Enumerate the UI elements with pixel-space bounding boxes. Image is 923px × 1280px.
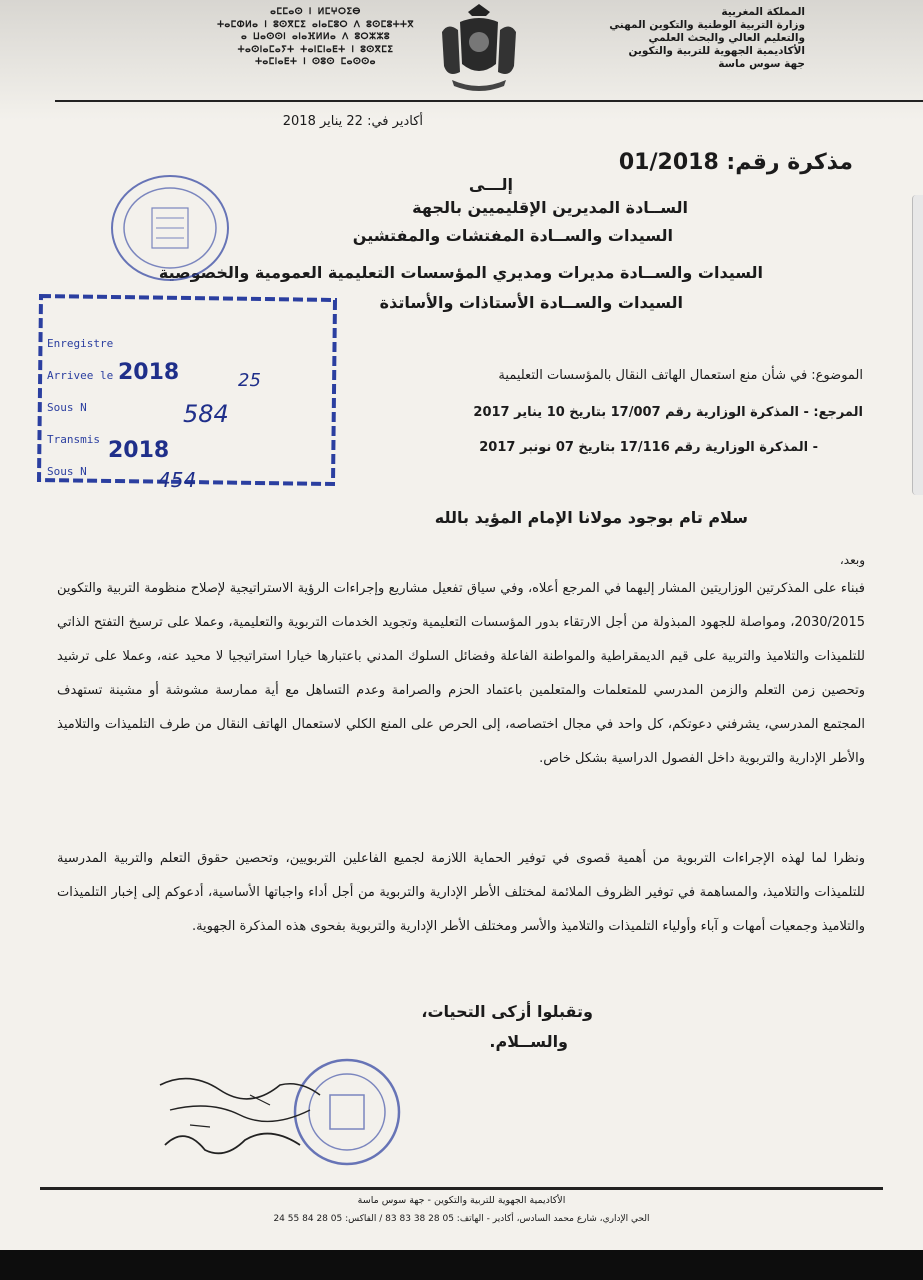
reference-line: - المذكرة الوزارية رقم 17/116 بتاريخ 07 نونبر 2017 (479, 440, 818, 455)
memo-number: مذكرة رقم: 01/2018 (618, 150, 853, 175)
closing-line: وتقبلوا أزكى التحيات، (421, 1002, 593, 1021)
reference-line: المرجع: - المذكرة الوزارية رقم 17/007 بتاريخ 10 يناير 2017 (473, 405, 863, 420)
and-after: وبعد، (839, 553, 865, 567)
stamp-label: Arrivee le (47, 369, 114, 382)
header-arabic-line: جهة سوس ماسة (718, 58, 805, 70)
body-paragraph: فبناء على المذكرتين الوزاريتين المشار إليهما في المرجع أعلاه، وفي سياق تفعيل مشاريع وإجراءات الرؤية الاستراتيجية لإصلاح منظومة التربية والتكوين 2030/2015، ومواصلة للجهود المبذولة من أجل الارتقاء بدور المؤسسات التعليمية وتجويد الخدمات التربوية والتعليمية، وعملا على ترسيخ التفتح الذاتي للتلميذات والتلاميذ والتربية على قيم الديمقراطية والمواطنة الفاعلة وفضائل السلوك المدني باعتبارها خيارا استراتيجيا لا محيد عنه، وعملا على ترشيد وتحصين زمن التعلم والزمن المدرسي للمتعلمات والمتعلمين باعتماد الحزم والصرامة وعدم التساهل مع أية ممارسة مشوشة أو مشينة تستهدف المجتمع المدرسي، يشرفني دعوتكم، كل واحد في مجال اختصاصه، إلى الحرص على المنع الكلي لاستعمال الهاتف النقال من طرف التلميذات والتلاميذ والأطر الإدارية والتربوية داخل الفصول الدراسية بشكل خاص. (57, 581, 865, 766)
header-amazigh-line: ⴰ ⵡⴰⵙⵙⵏ ⴰⵏⴰⴼⵍⵍⴰ ⴷ ⵓⵔⵣⵣⵓ (240, 32, 391, 42)
recipient-line: السيدات والســادة المفتشات والمفتشين (352, 226, 673, 245)
body-paragraph: ونظرا لما لهذه الإجراءات التربوية من أهمية قصوى في توفير الحماية اللازمة لجميع الفاعلين التربويين، وتحصين حقوق التعلم والتربية المدرسية للتلميذات والتلاميذ، والمساهمة في توفير الظروف الملائمة لمختلف الأطر الإدارية والتربوية من أجل أداء واجباتها الأساسية، أدعوكم إلى إخبار التلميذات والتلاميذ وجمعيات أمهات و آباء وأولياء التلميذات والتلاميذ والأسر ومختلف الأطر الإدارية والتربوية بفحوى هذه المذكرة الجهوية. (57, 851, 865, 934)
stamp-number: 584 (183, 400, 229, 428)
stamp-year: 2018 (118, 360, 180, 385)
header-divider (55, 100, 923, 102)
stamp-label: Sous N (47, 401, 87, 414)
header-amazigh-line: ⴰⵎⵎⴰⵙ ⵏ ⵍⵎⵖⵔⵉⴱ (270, 7, 361, 17)
header-amazigh-line: ⵜⴰⵙⵏⴰⵎⴰⵢⵜ ⵜⴰⵏⵎⵏⴰⴹⵜ ⵏ ⵓⵙⴳⵎⵉ (237, 44, 394, 55)
recipient-line: السيدات والســادة مديرات ومديري المؤسسات التعليمية العمومية والخصوصية (158, 263, 763, 282)
coat-of-arms-icon (438, 2, 520, 92)
footer-line-1: الأكاديمية الجهوية للتربية والتكوين - جهة سوس ماسة (357, 1195, 566, 1206)
header-arabic-line: والتعليم العالي والبحث العلمي (648, 32, 805, 44)
addressee-heading: إلـــى (468, 175, 513, 194)
header-amazigh-line: ⵜⴰⵎⵀⵍⴰ ⵏ ⵓⵙⴳⵎⵉ ⴰⵏⴰⵎⵓⵔ ⴷ ⵓⵙⵎⵓⵜⵜⴳ (217, 19, 414, 30)
round-stamp (108, 172, 233, 284)
stamp-label: Transmis (47, 433, 100, 446)
stamp-year-2: 2018 (108, 438, 170, 463)
header-arabic-line: المملكة المغربية (721, 6, 805, 18)
greeting: سلام تام بوجود مولانا الإمام المؤيد بالله (434, 508, 748, 527)
header-amazigh-line: ⵜⴰⵎⵏⴰⴹⵜ ⵏ ⵙⵓⵙ ⵎⴰⵙⵙⴰ (255, 57, 376, 67)
header-arabic-line: وزارة التربية الوطنية والتكوين المهني (609, 19, 805, 31)
bottom-bar (0, 1250, 923, 1280)
recipient-line: السيدات والســادة الأستاذات والأساتذة (379, 293, 683, 312)
footer-divider (40, 1187, 883, 1190)
document-date: أكادير في: 22 يناير 2018 (282, 114, 423, 129)
scroll-indicator[interactable] (912, 195, 923, 495)
stamp-label: Sous N (47, 465, 87, 478)
header-arabic (595, 6, 805, 71)
header-arabic-line: الأكاديمية الجهوية للتربية والتكوين (628, 45, 805, 57)
stamp-day: 25 (238, 370, 261, 391)
header-amazigh (198, 6, 433, 69)
recipient-line: الســادة المديرين الإقليميين بالجهة (412, 198, 688, 217)
signature (150, 1065, 330, 1165)
stamp-number-2: 454 (158, 468, 197, 492)
registration-stamp (33, 288, 343, 493)
stamp-label: Enregistre (47, 337, 114, 350)
footer-line-2: الحي الإداري، شارع محمد السادس، أكادير - الهاتف: 05 28 38 83 83 / الفاكس: 05 28 84 55 24 (273, 1214, 650, 1224)
subject-line: الموضوع: في شأن منع استعمال الهاتف النقال بالمؤسسات التعليمية (498, 368, 863, 383)
closing-line: والســلام. (489, 1032, 568, 1051)
